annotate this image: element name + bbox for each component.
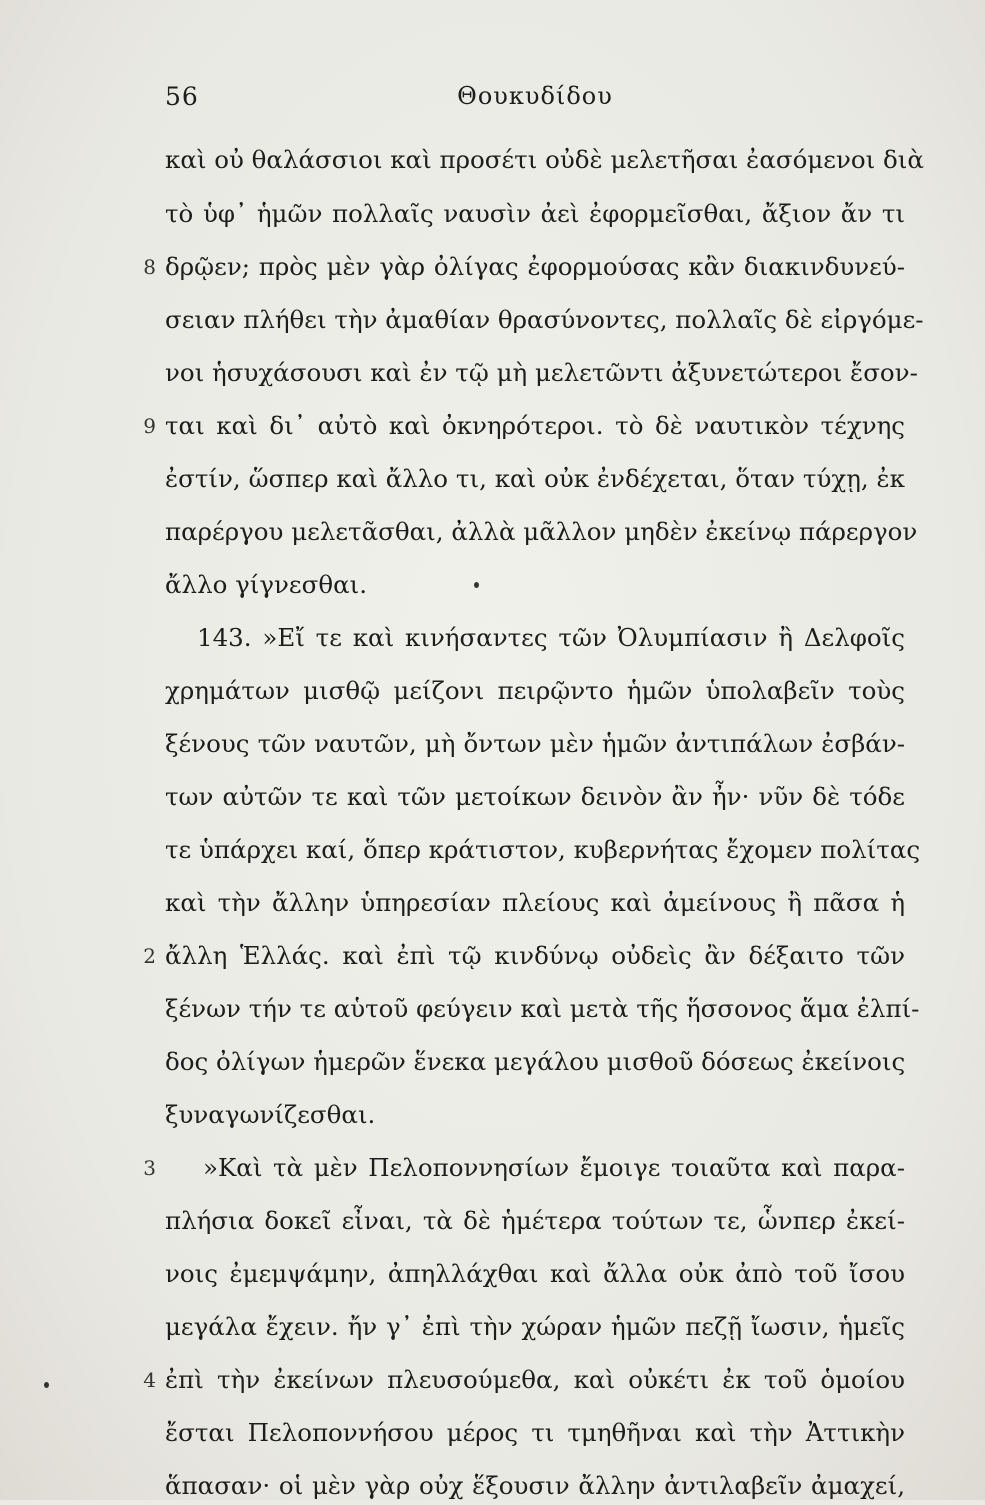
text-line: ξένους τῶν ναυτῶν, μὴ ὄντων μὲν ἡμῶν ἀντιπάλων ἐσβάν-: [165, 729, 905, 758]
text-line: ξένων τήν τε αὑτοῦ φεύγειν καὶ μετὰ τῆς ἥσσονος ἅμα ἐλπί-: [165, 994, 920, 1023]
margin-number: 4: [143, 1368, 156, 1392]
text-line: νοις ἐμεμψάμην, ἀπηλλάχθαι καὶ ἄλλα οὐκ ἀπὸ τοῦ ἴσου: [165, 1259, 905, 1288]
text-line: χρημάτων μισθῷ μείζονι πειρῷντο ἡμῶν ὑπολαβεῖν τοὺς: [165, 676, 905, 705]
text-line: »Καὶ τὰ μὲν Πελοποννησίων ἔμοιγε τοιαῦτα καὶ παρα-: [203, 1153, 905, 1182]
text-line: πλήσια δοκεῖ εἶναι, τὰ δὲ ἡμέτερα τούτων τε, ὧνπερ ἐκεί-: [165, 1206, 905, 1235]
text-line: παρέργου μελετᾶσθαι, ἀλλὰ μᾶλλον μηδὲν ἐκείνῳ πάρεργον: [165, 517, 918, 546]
text-line: ἐπὶ τὴν ἐκείνων πλευσούμεθα, καὶ οὐκέτι ἐκ τοῦ ὁμοίου: [165, 1365, 905, 1394]
text-line: δος ὀλίγων ἡμερῶν ἕνεκα μεγάλου μισθοῦ δόσεως ἐκείνοις: [165, 1047, 906, 1076]
text-line: ἔσται Πελοποννήσου μέρος τι τμηθῆναι καὶ τὴν Ἀττικὴν: [165, 1418, 905, 1447]
text-line: ἐστίν, ὥσπερ καὶ ἄλλο τι, καὶ οὐκ ἐνδέχεται, ὅταν τύχῃ, ἐκ: [165, 464, 905, 493]
text-line: ἄλλη Ἑλλάς. καὶ ἐπὶ τῷ κινδύνῳ οὐδεὶς ἂν δέξαιτο τῶν: [165, 941, 905, 970]
margin-number: 8: [143, 255, 156, 279]
page-number: 56: [165, 82, 199, 111]
margin-number: 2: [143, 944, 156, 968]
margin-number: 3: [143, 1156, 156, 1180]
text-line: των αὐτῶν τε καὶ τῶν μετοίκων δεινὸν ἂν ἦν· νῦν δὲ τόδε: [165, 782, 905, 811]
text-line: μεγάλα ἔχειν. ἤν γ᾽ ἐπὶ τὴν χώραν ἡμῶν πεζῇ ἴωσιν, ἡμεῖς: [165, 1312, 905, 1341]
text-line: δρῷεν; πρὸς μὲν γὰρ ὀλίγας ἐφορμούσας κἂν διακινδυνεύ-: [165, 252, 905, 281]
text-line: νοι ἡσυχάσουσι καὶ ἐν τῷ μὴ μελετῶντι ἀξυνετώτεροι ἔσον-: [165, 358, 918, 387]
text-line: ξυναγωνίζεσθαι.: [165, 1100, 376, 1129]
margin-number: 9: [143, 414, 156, 438]
text-line: καὶ οὐ θαλάσσιοι καὶ προσέτι οὐδὲ μελετῆσαι ἐασόμενοι διὰ: [165, 145, 924, 174]
text-line: 143. »Εἴ τε καὶ κινήσαντες τῶν Ὀλυμπίασιν ἢ Δελφοῖς: [197, 623, 905, 652]
text-line: ἅπασαν· οἱ μὲν γὰρ οὐχ ἕξουσιν ἄλλην ἀντιλαβεῖν ἀμαχεί,: [165, 1471, 905, 1500]
ink-spot: [44, 1382, 49, 1388]
running-title: Θουκυδίδου: [457, 82, 613, 110]
ink-spot: [474, 582, 479, 588]
text-line: ται καὶ δι᾽ αὐτὸ καὶ ὀκνηρότεροι. τὸ δὲ ναυτικὸν τέχνης: [165, 411, 905, 440]
text-line: καὶ τὴν ἄλλην ὑπηρεσίαν πλείους καὶ ἀμείνους ἢ πᾶσα ἡ: [165, 888, 905, 917]
text-line: ἄλλο γίγνεσθαι.: [165, 570, 368, 599]
text-line: τὸ ὑφ᾽ ἡμῶν πολλαῖς ναυσὶν ἀεὶ ἐφορμεῖσθαι, ἄξιον ἄν τι: [165, 199, 905, 228]
text-line: τε ὑπάρχει καί, ὅπερ κράτιστον, κυβερνήτας ἔχομεν πολίτας: [165, 835, 921, 864]
text-line: σειαν πλήθει τὴν ἀμαθίαν θρασύνοντες, πολλαῖς δὲ εἰργόμε-: [165, 305, 924, 334]
page-header: [165, 82, 905, 122]
